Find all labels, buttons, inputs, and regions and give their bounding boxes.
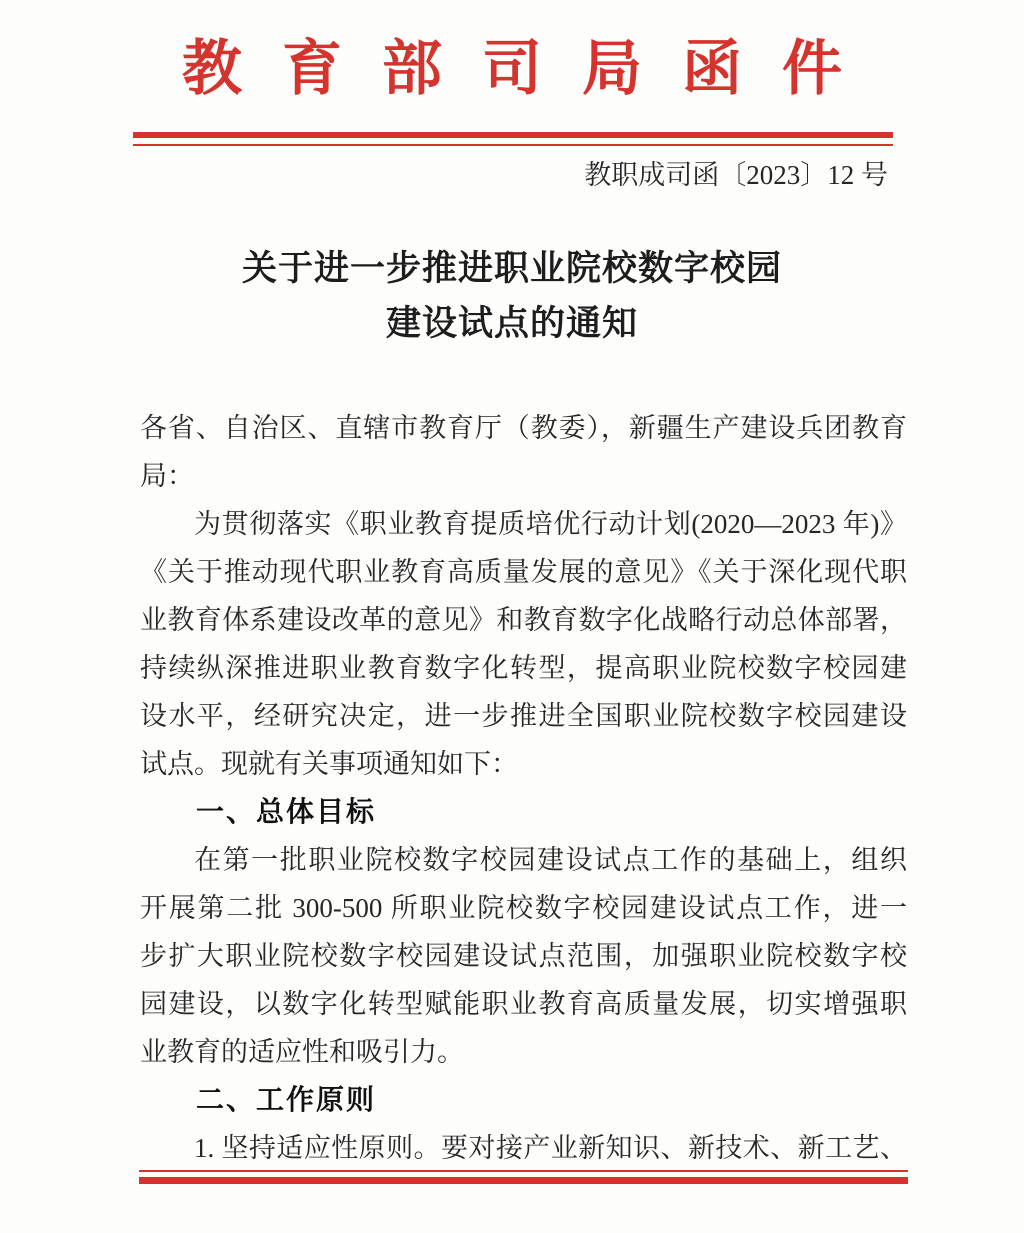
body-line: 各省、自治区、直辖市教育厅（教委），新疆生产建设兵团教育 <box>140 413 907 443</box>
body-line: 二、工作原则 <box>196 1084 377 1115</box>
body-line: 设水平，经研究决定，进一步推进全国职业院校数字校园建设 <box>140 701 907 731</box>
document-body <box>140 404 907 1172</box>
body-line: 《关于推动现代职业教育高质量发展的意见》《关于深化现代职 <box>140 557 907 587</box>
body-line: 业教育体系建设改革的意见》和教育数字化战略行动总体部署， <box>140 605 907 635</box>
body-line: 一、总体目标 <box>196 796 377 827</box>
header-rule-thick <box>133 132 893 138</box>
document-title <box>0 241 1024 351</box>
body-line: 步扩大职业院校数字校园建设试点范围，加强职业院校数字校 <box>140 941 907 971</box>
body-line: 试点。现就有关事项通知如下： <box>140 749 518 779</box>
footer-rule-thin <box>139 1170 908 1172</box>
body-line: 业教育的适应性和吸引力。 <box>140 1037 464 1067</box>
document-title-line-1: 关于进一步推进职业院校数字校园 <box>241 249 782 288</box>
header-rule-thin <box>133 144 893 146</box>
document-title-line-2: 建设试点的通知 <box>385 304 638 343</box>
body-line: 为贯彻落实《职业教育提质培优行动计划(2020—2023 年)》 <box>194 509 907 539</box>
body-line: 局： <box>140 461 194 491</box>
body-line: 园建设，以数字化转型赋能职业教育高质量发展，切实增强职 <box>140 989 907 1019</box>
body-line: 1. 坚持适应性原则。要对接产业新知识、新技术、新工艺、 <box>194 1133 907 1163</box>
body-line: 持续纵深推进职业教育数字化转型，提高职业院校数字校园建 <box>140 653 907 683</box>
footer-rule-thick <box>139 1177 908 1184</box>
body-line: 在第一批职业院校数字校园建设试点工作的基础上，组织 <box>194 845 907 875</box>
body-line: 开展第二批 300-500 所职业院校数字校园建设试点工作，进一 <box>140 893 907 923</box>
letterhead-title: 教育部司局函件 <box>182 36 882 102</box>
doc-number: 教职成司函〔2023〕12 号 <box>584 160 888 190</box>
